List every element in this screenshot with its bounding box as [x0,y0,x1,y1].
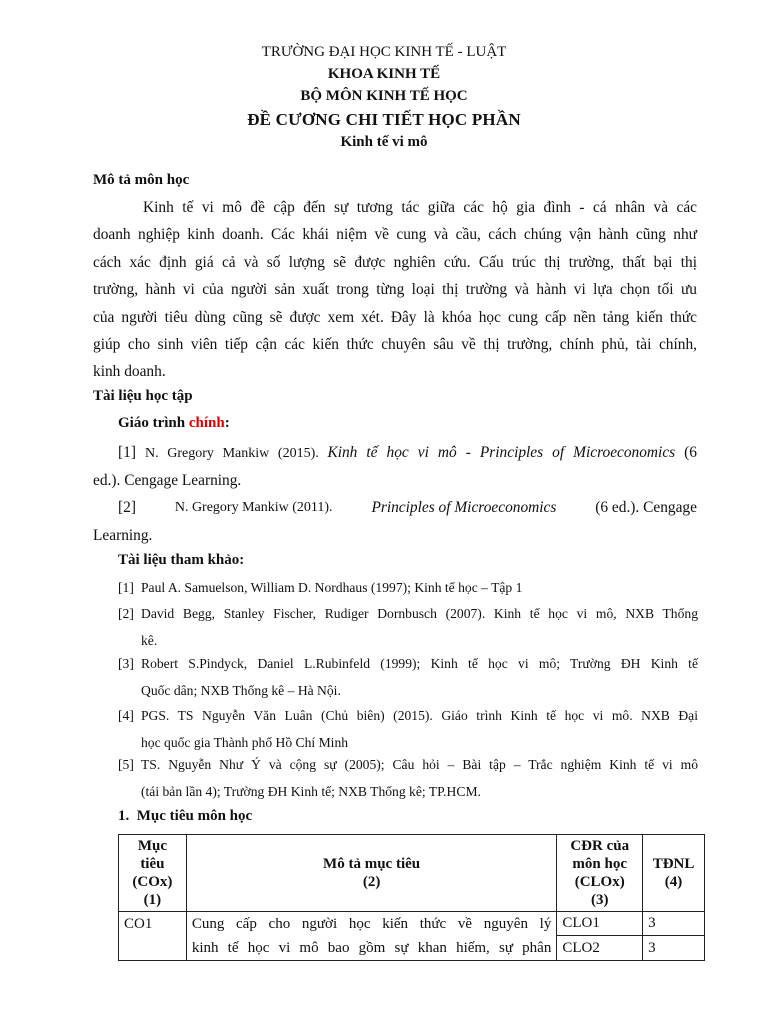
level-cell: 3 [643,912,705,936]
textbook-item [93,439,697,495]
textbook-line2: Learning. [93,526,153,544]
objectives-table [118,834,705,961]
level-cell: 3 [643,936,705,961]
textbook-heading-highlight: chính [188,415,225,431]
column-header-level: TĐNL (4) [643,835,705,912]
description-paragraph [93,194,697,386]
reference-number: [2] [118,606,134,621]
reference-text: TS. Nguyễn Như Ý và cộng sự (2005); Câu hỏi – Bài tập – Trắc nghiệm Kinh tế vi mô [141,757,698,772]
textbook-title: Kinh tế học vi mô - Principles of Microeconomics [327,444,676,461]
description-heading: Mô tả môn học [93,172,190,188]
reference-text: PGS. TS Nguyễn Văn Luân (Chủ biên) (2015). Giáo trình Kinh tế học vi mô. NXB Đại [141,708,698,723]
clo-cell: CLO2 [557,936,643,961]
reference-number: [5] [118,757,134,772]
textbook-author: N. Gregory Mankiw (2015). [144,446,328,461]
reference-number: [3] [118,656,134,671]
description-line: kinh doanh. [93,363,166,381]
objectives-heading [118,808,252,825]
description-line: cách xác định giá cả và số lượng sẽ được nghiên cứu. Cấu trúc thị trường, thất bại thị [93,253,697,271]
reference-text: Robert S.Pindyck, Daniel L.Rubinfeld (1999); Kinh tế học vi mô; Trường ĐH Kinh tế [141,656,698,671]
description-line: doanh nghiệp kinh doanh. Các khái niệm về cung và cầu, cách chúng vận hành cũng như [93,226,697,244]
objective-id: CO1 [119,912,187,961]
reference-item [118,651,698,704]
textbook-heading-prefix: Giáo trình [118,415,189,431]
course-name: Kinh tế vi mô [340,134,428,150]
objectives-heading-text: Mục tiêu môn học [136,808,253,824]
references-heading: Tài liệu tham khảo: [118,552,245,568]
column-header-objective: Mục tiêu (COx) (1) [119,835,187,912]
textbook-line2: ed.). Cengage Learning. [93,472,242,489]
reference-item [118,752,698,805]
reference-text-cont: (tái bản lần 4); Trường ĐH Kinh tế; NXB Thống kê; TP.HCM. [141,783,481,799]
column-header-clo: CĐR của môn học (CLOx) (3) [557,835,643,912]
textbook-number: [2] [118,499,136,516]
materials-heading: Tài liệu học tập [93,388,193,404]
textbook-edition: (6 [675,444,697,461]
textbook-number: [1] [118,444,136,461]
reference-text: Paul A. Samuelson, William D. Nordhaus (1997); Kinh tế học – Tập 1 [141,580,523,595]
reference-text-cont: học quốc gia Thành phố Hồ Chí Minh [141,734,349,750]
university-name: TRƯỜNG ĐẠI HỌC KINH TẾ - LUẬT [261,44,507,60]
objectives-heading-number: 1. [118,808,130,824]
description-line: trường, hành vi của người sản xuất trong từng loại thị trường và hành vi lựa chọn tối ưu [93,281,697,299]
objectives-table-header [119,835,705,912]
textbook-author: N. Gregory Mankiw (2011). [174,500,333,515]
textbook-heading-suffix: : [224,415,230,431]
description-line: Kinh tế vi mô đề cập đến sự tương tác giữa các hộ gia đình - cá nhân và các [143,199,697,216]
clo-cell: CLO1 [557,912,643,936]
reference-item [118,703,698,756]
table-row [119,912,705,936]
reference-number: [4] [118,708,134,723]
reference-text-cont: kê. [141,632,158,648]
textbook-edition: (6 ed.). Cengage [595,499,697,516]
document-title: ĐỀ CƯƠNG CHI TIẾT HỌC PHẦN [247,110,521,129]
department-name: BỘ MÔN KINH TẾ HỌC [300,88,468,104]
description-line: giúp cho sinh viên tiếp cận các kiến thức chuyên sâu về thị trường, chính phủ, tài chính, [93,336,697,354]
reference-item [118,575,698,602]
reference-text: David Begg, Stanley Fischer, Rudiger Dornbusch (2007). Kinh tế học vi mô, NXB Thống [141,606,698,621]
textbook-title: Principles of Microeconomics [371,499,557,516]
reference-item [118,601,698,654]
reference-text-cont: Quốc dân; NXB Thống kê – Hà Nội. [141,682,341,698]
textbook-heading [118,415,230,432]
description-line: của người tiêu dùng cũng sẽ được xem xét. Đây là khóa học cung cấp nền tảng kiến thức [93,308,697,326]
textbook-item [93,494,697,549]
objective-description: Cung cấp cho người học kiến thức về nguyên lý kinh tế học vi mô bao gồm sự khan hiếm, sự phân [186,912,557,961]
reference-number: [1] [118,580,134,595]
faculty-name: KHOA KINH TẾ [327,66,441,82]
column-header-description: Mô tả mục tiêu (2) [186,835,557,912]
